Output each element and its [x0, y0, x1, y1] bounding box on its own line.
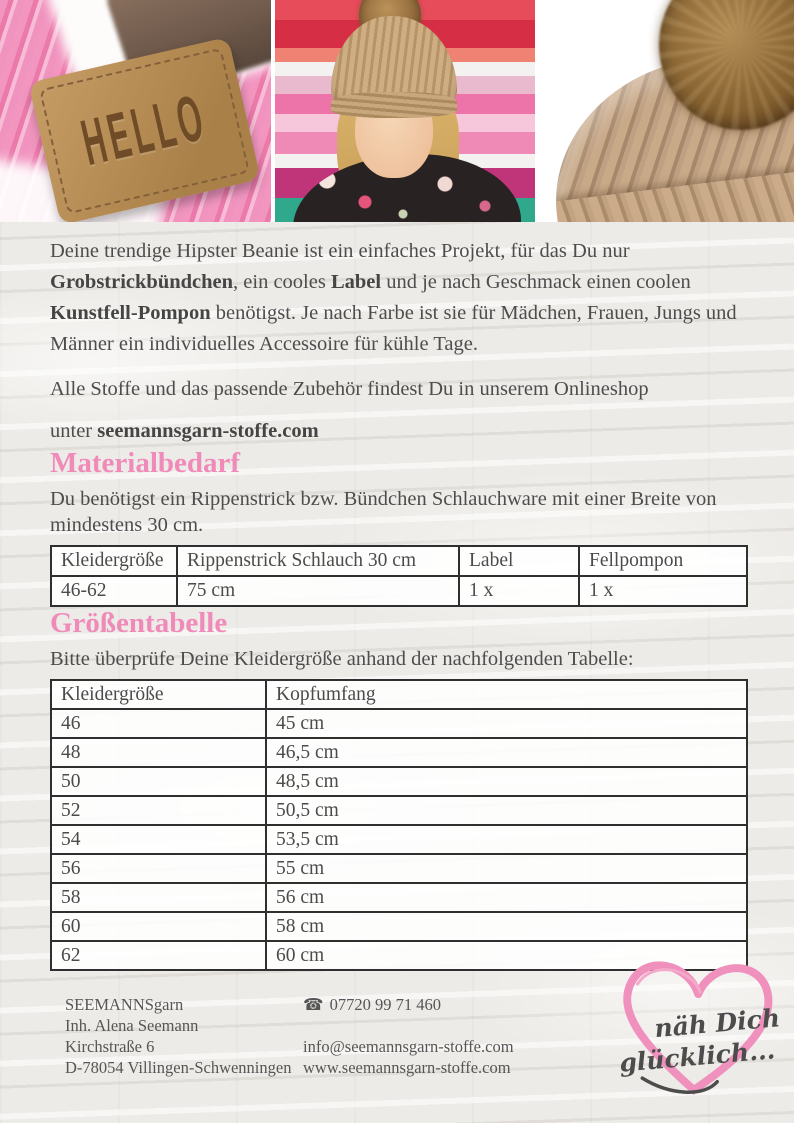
beige-beanie — [331, 16, 457, 118]
size-row: 52 50,5 cm — [51, 796, 747, 825]
naeh-dich-gluecklich-logo — [603, 947, 790, 1113]
slogan-line1: näh Dich — [653, 1003, 782, 1044]
size-row: 56 55 cm — [51, 854, 747, 883]
web-block — [303, 1036, 514, 1078]
photo-beanie-closeup — [539, 0, 794, 222]
hello-label-text: HELLO — [75, 80, 214, 180]
keyword-label: Label — [330, 271, 382, 293]
intro-text: Deine trendige Hipster Beanie ist ein einfaches Projekt, für das Du nur — [50, 240, 630, 262]
material-description: Du benötigst ein Rippenstrick bzw. Bündchen Schlauchware mit einer Breite von mindestens 30 cm. — [50, 488, 717, 536]
material-table — [50, 545, 748, 607]
phone-number: 07720 99 71 460 — [329, 995, 441, 1014]
col-size: Kleidergröße — [51, 680, 266, 709]
shop-paragraph — [50, 374, 750, 447]
shop-line1: Alle Stoffe und das passende Zubehör findest Du in unserem Onlineshop — [50, 378, 649, 400]
slogan-line2: glücklich... — [618, 1035, 777, 1078]
keyword-grobstrickbuendchen: Grobstrickbündchen — [50, 271, 234, 293]
shop-line2: unter seemannsgarn-stoffe.com — [50, 420, 319, 442]
size-table-header-row — [51, 680, 747, 709]
col-kleidergroesse: Kleidergröße — [51, 546, 177, 576]
phone-line — [303, 994, 514, 1015]
sizes-description: Bitte überprüfe Deine Kleidergröße anhand der nachfolgenden Tabelle: — [50, 648, 634, 670]
beanie-fold — [555, 163, 794, 222]
phone-icon: ☎ — [303, 995, 324, 1014]
shop-url-link[interactable]: seemannsgarn-stoffe.com — [97, 420, 319, 442]
size-row: 46 45 cm — [51, 709, 747, 738]
heading-groessentabelle: Größentabelle — [50, 607, 228, 639]
street: Kirchstraße 6 — [65, 1037, 155, 1056]
size-row: 62 60 cm — [51, 941, 747, 970]
col-fellpompon: Fellpompon — [579, 546, 747, 576]
footer-contact-block — [303, 994, 514, 1078]
material-table-row: 46-62 75 cm 1 x 1 x — [51, 576, 747, 606]
size-row: 60 58 cm — [51, 912, 747, 941]
footer-address-block — [65, 994, 291, 1078]
heading-materialbedarf: Materialbedarf — [50, 447, 241, 479]
col-kopfumfang: Kopfumfang — [266, 680, 747, 709]
size-row: 58 56 cm — [51, 883, 747, 912]
photo-woman-with-beanie — [275, 0, 535, 222]
intro-paragraph: Deine trendige Hipster Beanie ist ein einfaches Projekt, für das Du nur Grobstrickbündchen, ein cooles Label und je nach Geschmack einen coolen Kunstfell-Pompon benötigst. Je nach Farbe ist sie für Mädchen, Frauen, Jungs und Männer ein individuelles Accessoire für kühle Tage. — [50, 240, 737, 355]
col-label: Label — [459, 546, 579, 576]
city: D-78054 Villingen-Schwenningen — [65, 1058, 292, 1077]
owner-name: Inh. Alena Seemann — [65, 1016, 199, 1035]
size-table — [50, 679, 748, 971]
leather-hello-label — [28, 37, 261, 222]
website-link[interactable]: www.seemannsgarn-stoffe.com — [303, 1058, 511, 1077]
size-row: 50 48,5 cm — [51, 767, 747, 796]
size-row: 54 53,5 cm — [51, 825, 747, 854]
content-area — [50, 236, 750, 971]
email-link[interactable]: info@seemannsgarn-stoffe.com — [303, 1037, 514, 1056]
material-table-header-row — [51, 546, 747, 576]
keyword-kunstfell-pompon: Kunstfell-Pompon — [50, 302, 211, 324]
company-name: SEEMANNSgarn — [65, 995, 184, 1014]
photo-pink-knit-fabric — [0, 0, 271, 222]
col-rippenstrick: Rippenstrick Schlauch 30 cm — [177, 546, 459, 576]
photo-strip — [0, 0, 794, 222]
size-row: 48 46,5 cm — [51, 738, 747, 767]
beanie-cuff — [331, 92, 457, 118]
